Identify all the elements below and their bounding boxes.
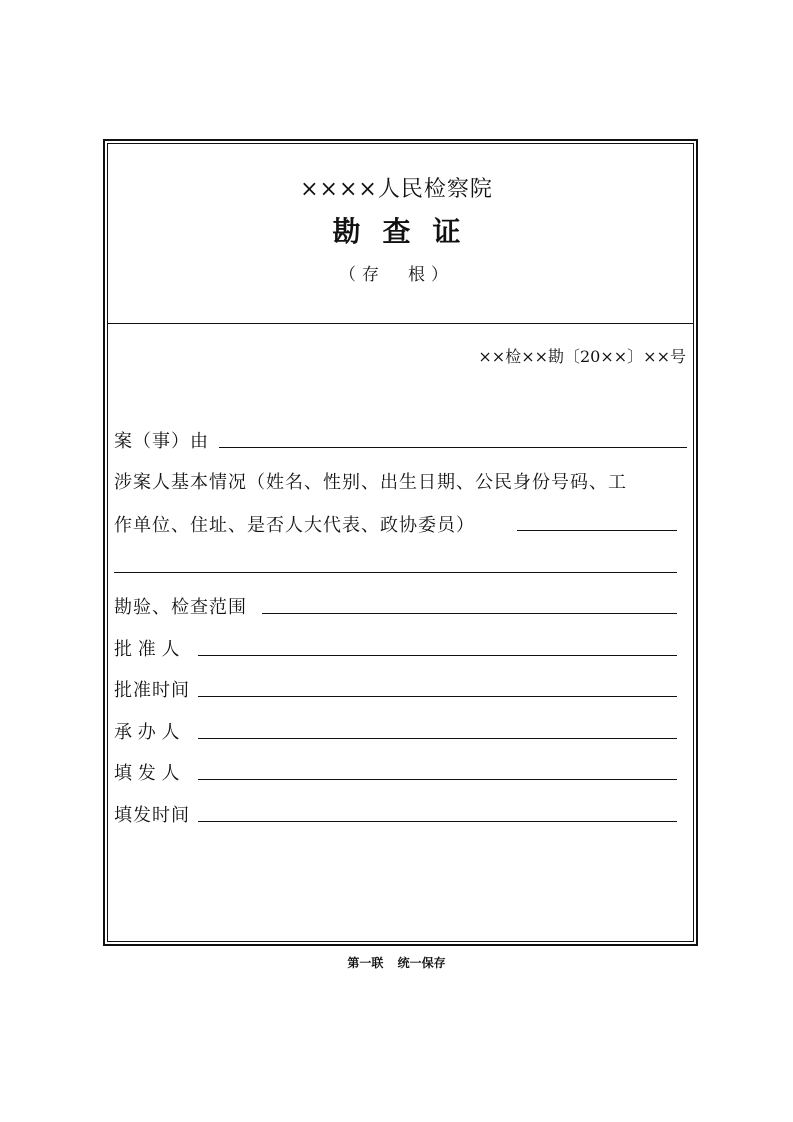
- involved-person-field[interactable]: [517, 530, 677, 531]
- header-divider: [107, 323, 694, 324]
- handler-field[interactable]: [198, 738, 677, 739]
- approver-label: 批 准 人: [114, 639, 180, 660]
- scope-label: 勘验、检查范围: [114, 597, 247, 618]
- case-reason-label: 案（事）由: [114, 431, 209, 452]
- court-name: ××××人民检察院: [300, 177, 493, 202]
- scope-field[interactable]: [262, 613, 677, 614]
- handler-label: 承 办 人: [114, 722, 180, 743]
- footer-note: 第一联 统一保存: [347, 956, 446, 970]
- approver-field[interactable]: [198, 655, 677, 656]
- issue-time-label: 填发时间: [114, 805, 190, 826]
- involved-person-label-line2: 作单位、住址、是否人大代表、政协委员）: [114, 515, 475, 536]
- issue-time-field[interactable]: [198, 821, 677, 822]
- issuer-label: 填 发 人: [114, 763, 180, 784]
- issuer-field[interactable]: [198, 779, 677, 780]
- approval-time-label: 批准时间: [114, 680, 190, 701]
- document-subtitle: （存 根）: [339, 265, 454, 285]
- involved-person-field-extra[interactable]: [114, 572, 677, 573]
- approval-time-field[interactable]: [198, 696, 677, 697]
- document-number: ××检××勘〔20××〕××号: [478, 347, 686, 366]
- involved-person-label-line1: 涉案人基本情况（姓名、性别、出生日期、公民身份号码、工: [114, 472, 627, 493]
- document-title: 勘查证: [332, 215, 483, 248]
- case-reason-field[interactable]: [219, 447, 687, 448]
